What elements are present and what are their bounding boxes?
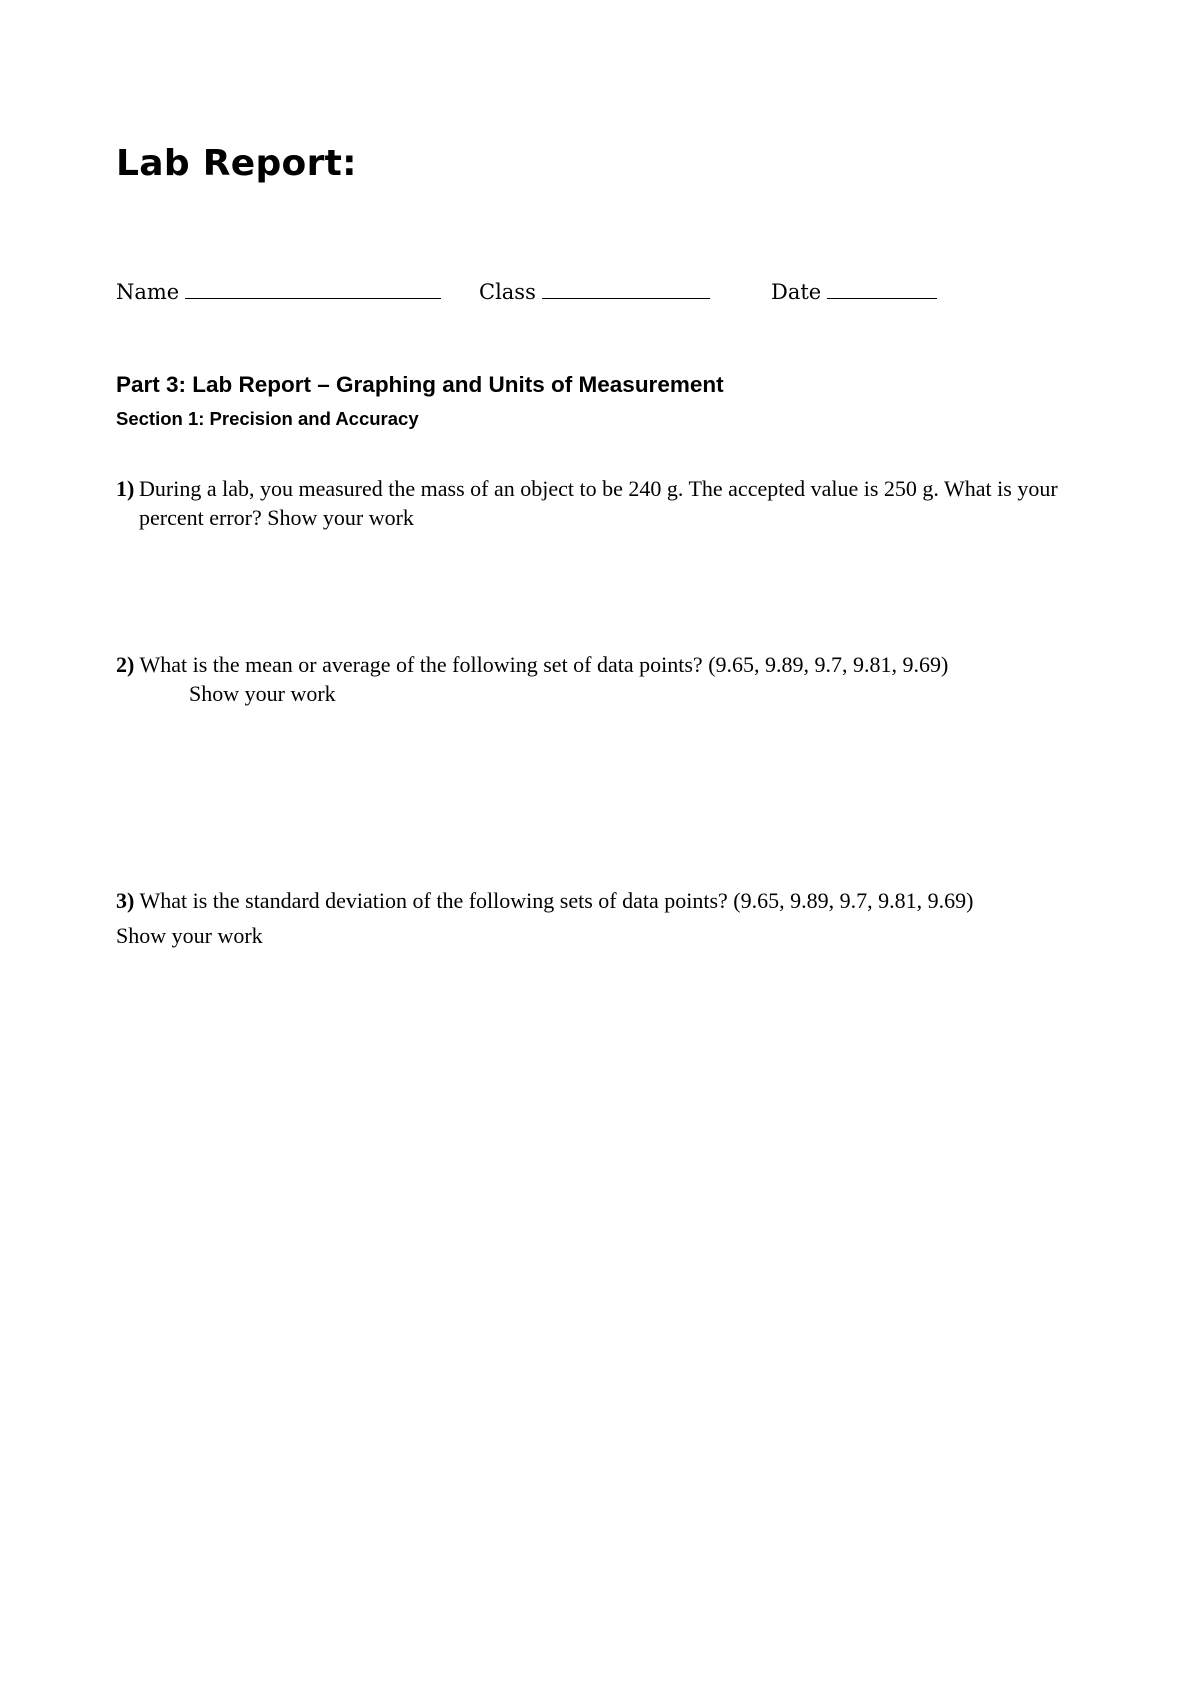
question-3 — [116, 886, 1116, 950]
name-label: Name — [116, 280, 180, 304]
question-number: 1) — [116, 476, 135, 501]
question-text: During a lab, you measured the mass of an object to be 240 g. The accepted value is 250 g. What is your percent error? Show your work — [139, 476, 1058, 530]
question-text: What is the standard deviation of the following sets of data points? (9.65, 9.89, 9.7, 9.81, 9.69) — [139, 888, 974, 913]
page-title: Lab Report: — [116, 143, 357, 184]
date-blank[interactable] — [827, 276, 937, 299]
question-number: 2) — [116, 652, 135, 677]
question-text: What is the mean or average of the following set of data points? (9.65, 9.89, 9.7, 9.81, 9.69) — [139, 652, 949, 677]
question-number: 3) — [116, 888, 135, 913]
question-2 — [116, 650, 1116, 708]
date-label: Date — [771, 280, 822, 304]
student-info-row — [0, 276, 1200, 306]
section-heading: Section 1: Precision and Accuracy — [116, 408, 419, 429]
date-field — [771, 276, 937, 307]
class-field — [479, 276, 710, 307]
question-subtext: Show your work — [116, 923, 263, 948]
name-field — [116, 276, 441, 307]
question-subtext: Show your work — [189, 681, 336, 706]
part-heading: Part 3: Lab Report – Graphing and Units of Measurement — [116, 372, 724, 397]
class-label: Class — [479, 280, 536, 304]
name-blank[interactable] — [185, 276, 441, 299]
class-blank[interactable] — [542, 276, 710, 299]
